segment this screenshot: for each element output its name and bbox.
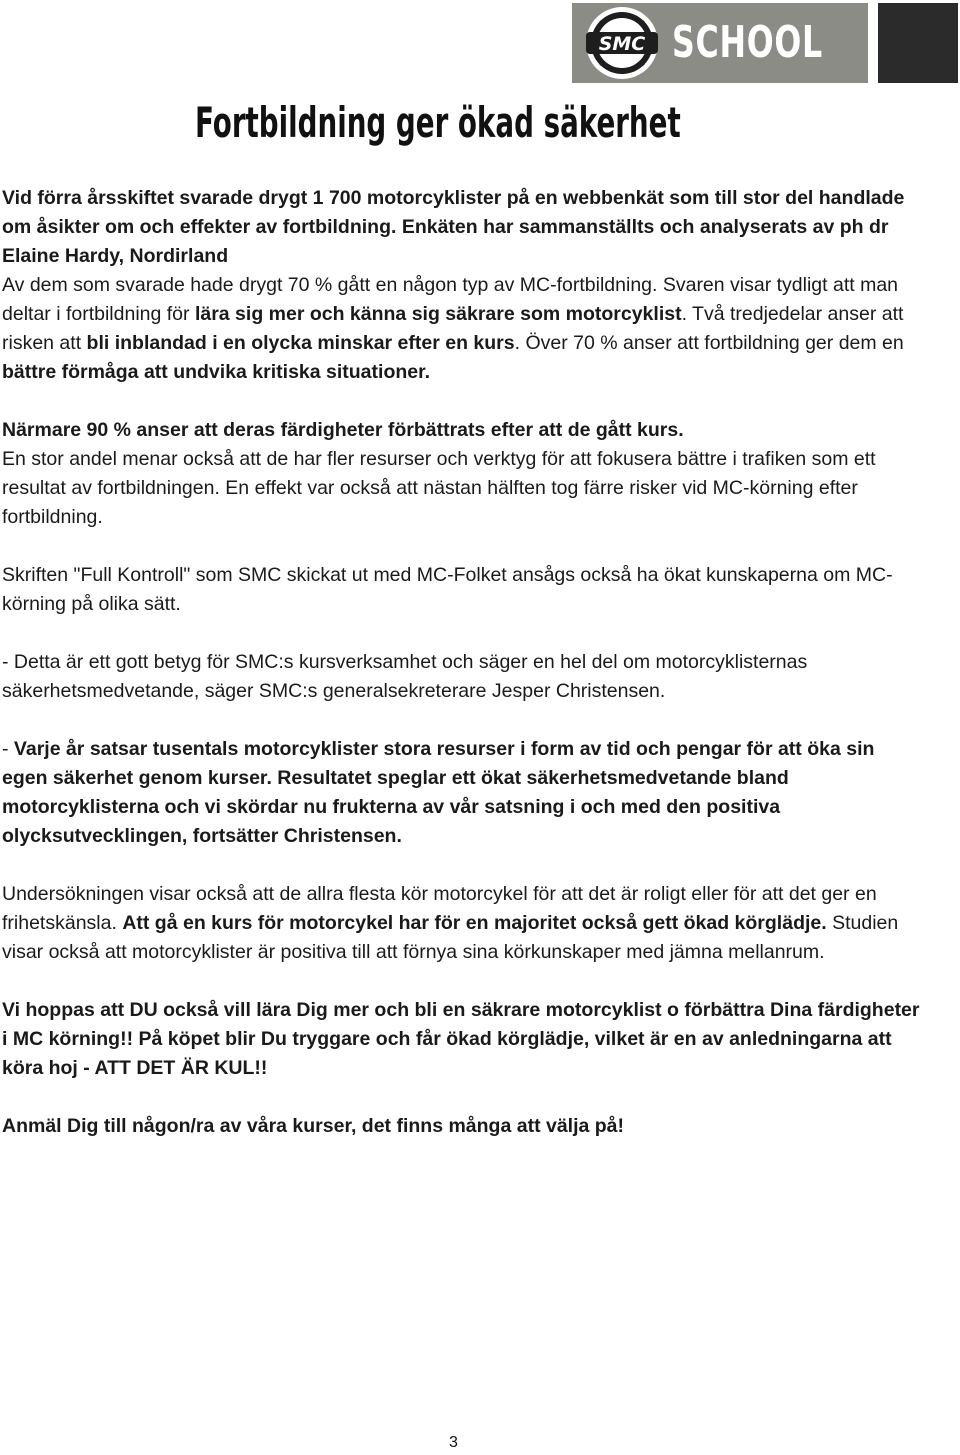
paragraph-quote-2: - Varje år satsar tusentals motorcyklister stora resurser i form av tid och pengar för att öka sin egen säkerhet genom kurser. Resultatet speglar ett ökat säkerhetsmedvetande bland motorcyklisterna och vi skördar nu frukterna av vår satsning i och med den positiva olycksutvecklingen, fortsätter Christensen. [2, 738, 875, 847]
page-number: 3 [449, 1434, 458, 1451]
paragraph-quote-1: - Detta är ett gott betyg för SMC:s kursverksamhet och säger en hel del om motorcyklisternas säkerhetsmedvetande, säger SMC:s generalsekreterare Jesper Christensen. [2, 651, 808, 702]
paragraph-joy: Undersökningen visar också att de allra flesta kör motorcykel för att det är roligt eller för att det ger en frihetskänsla. Att gå en kurs för motorcykel har för en majoritet också gett ökad körglädje. Studien visar också att motorcyklister är positiva till att förnya sina körkunskaper med jämna mellanrum. [2, 883, 899, 963]
logo-text: SMC [598, 33, 646, 55]
paragraph-skills: Närmare 90 % anser att deras färdigheter förbättrats efter att de gått kurs. En stor andel menar också att de har fler resurser och verktyg för att fokusera bättre i trafiken som ett resultat av fortbildningen. En effekt var också att nästan hälften tog färre risker vid MC-körning efter fortbildning. [2, 419, 876, 528]
article-body [2, 184, 924, 1170]
school-label: SCHOOL [672, 17, 823, 68]
page-title: Fortbildning ger ökad säkerhet [195, 98, 681, 147]
paragraph-invitation: Vi hoppas att DU också vill lära Dig mer och bli en säkrare motorcyklist o förbättra Dina färdigheter i MC körning!! På köpet blir Du tryggare och får ökad körglädje, vilket är en av anledningarna att köra hoj - ATT DET ÄR KUL!! [2, 999, 920, 1079]
header-dark-block [878, 3, 958, 83]
smc-logo [580, 4, 664, 82]
paragraph-full-kontroll: Skriften "Full Kontroll" som SMC skickat ut med MC-Folket ansågs också ha ökat kunskaperna om MC-körning på olika sätt. [2, 564, 893, 615]
paragraph-signup: Anmäl Dig till någon/ra av våra kurser, det finns många att välja på! [2, 1115, 625, 1137]
paragraph-survey: Vid förra årsskiftet svarade drygt 1 700 motorcyklister på en webbenkät som till stor del handlade om åsikter om och effekter av fortbildning. Enkäten har sammanställts och analyserats av ph dr Elaine Hardy, Nordirland Av dem som svarade hade drygt 70 % gått en någon typ av MC-fortbildning. Svaren visar tydligt att man deltar i fortbildning för lära sig mer och känna sig säkrare som motorcyklist. Två tredjedelar anser att risken att bli inblandad i en olycka minskar efter en kurs. Över 70 % anser att fortbildning ger dem en bättre förmåga att undvika kritiska situationer. [2, 187, 905, 383]
